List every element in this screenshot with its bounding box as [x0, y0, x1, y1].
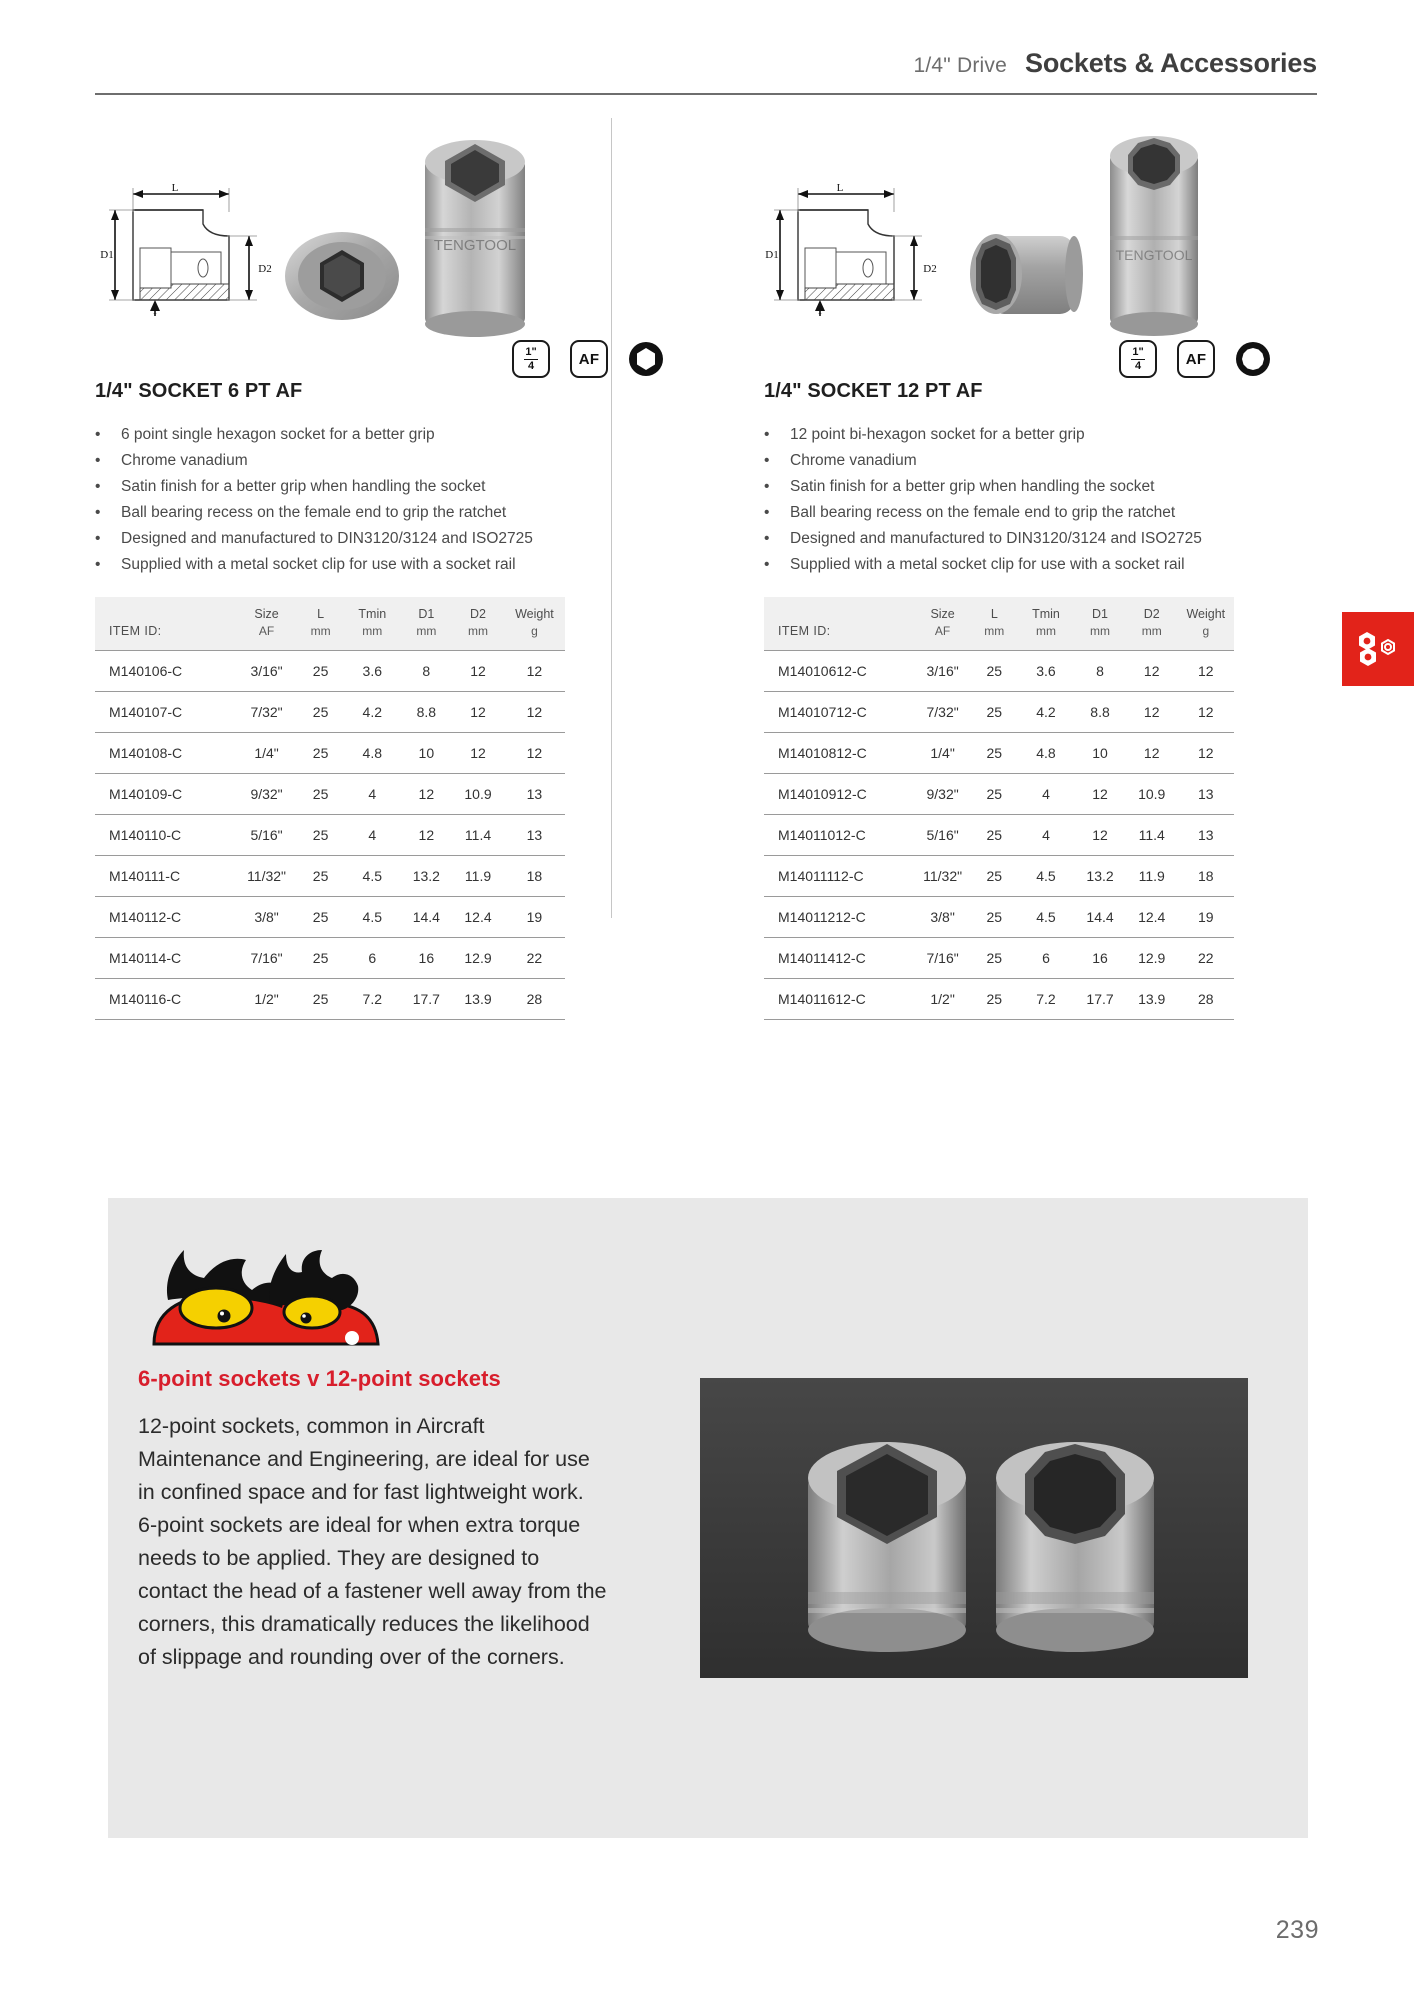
col-header-tmin-unit: mm [362, 624, 383, 638]
cell-d2: 11.4 [452, 815, 504, 856]
badge-drive-numerator: 1 [525, 345, 532, 358]
badge-drive-inch-mark: " [1138, 345, 1144, 358]
cell-l: 25 [297, 651, 344, 692]
cell-d1: 13.2 [400, 856, 452, 897]
cell-tmin: 7.2 [344, 979, 400, 1020]
table-header-row [764, 597, 1234, 651]
col-header-size-unit: AF [934, 624, 951, 638]
table-row [764, 692, 1234, 733]
bullet-dot-icon: • [764, 426, 770, 443]
cell-item-id: M140114-C [95, 938, 236, 979]
cell-size: 3/8" [236, 897, 297, 938]
page-header [95, 48, 1317, 95]
product-section-12pt [706, 118, 1317, 1007]
cell-d1: 12 [1074, 815, 1126, 856]
cell-tmin: 6 [1018, 938, 1074, 979]
bullet-dot-icon: • [764, 452, 770, 469]
cell-tmin: 4.5 [1018, 856, 1074, 897]
cell-d1: 16 [1074, 938, 1126, 979]
cell-d2: 10.9 [452, 774, 504, 815]
cell-weight: 13 [504, 774, 565, 815]
cell-l: 25 [297, 733, 344, 774]
bullet-dot-icon: • [95, 478, 101, 495]
cell-item-id: M140110-C [95, 815, 236, 856]
cell-weight: 28 [504, 979, 565, 1020]
cell-weight: 12 [1178, 692, 1234, 733]
diagram-label-D1: D1 [100, 249, 114, 261]
header-divider [95, 93, 1317, 95]
cell-tmin: 4.2 [1018, 692, 1074, 733]
cell-weight: 18 [504, 856, 565, 897]
socket-photo-12pt-angled [960, 218, 1098, 328]
col-header-tmin-name: Tmin [358, 607, 387, 621]
table-row [764, 856, 1234, 897]
cell-tmin: 4 [344, 815, 400, 856]
info-panel [108, 1198, 1308, 1838]
cell-weight: 12 [1178, 733, 1234, 774]
table-header-row [95, 597, 565, 651]
col-header-weight-name: Weight [1186, 607, 1226, 621]
col-header-item-id: ITEM ID: [778, 624, 831, 638]
col-header-size-unit: AF [258, 624, 275, 638]
col-header-tmin-unit: mm [1035, 624, 1056, 638]
cell-weight: 22 [504, 938, 565, 979]
list-item [95, 425, 680, 445]
cell-d2: 12 [1126, 651, 1178, 692]
table-row [95, 979, 565, 1020]
table-row [764, 979, 1234, 1020]
cell-weight: 12 [504, 733, 565, 774]
col-header-l [971, 597, 1018, 651]
cell-weight: 19 [504, 897, 565, 938]
col-header-weight-unit: g [1202, 624, 1210, 638]
cell-size: 1/4" [236, 733, 297, 774]
badge-drive-denominator: 4 [527, 359, 535, 372]
devil-eyes-mascot-icon [146, 1226, 384, 1356]
cell-size: 7/16" [236, 938, 297, 979]
cell-d2: 12 [1126, 692, 1178, 733]
cell-d2: 12 [452, 733, 504, 774]
cell-d2: 10.9 [1126, 774, 1178, 815]
table-row [95, 856, 565, 897]
cell-l: 25 [297, 897, 344, 938]
col-header-l-unit: mm [984, 624, 1005, 638]
cell-d2: 11.9 [1126, 856, 1178, 897]
cell-tmin: 4.5 [344, 897, 400, 938]
col-header-weight [504, 597, 565, 651]
table-row [764, 774, 1234, 815]
attribute-badges-12pt [1119, 340, 1271, 378]
col-header-tmin [344, 597, 400, 651]
cell-tmin: 3.6 [344, 651, 400, 692]
spec-table-6pt [95, 597, 565, 1020]
cell-d2: 12.4 [1126, 897, 1178, 938]
info-panel-title: 6-point sockets v 12-point sockets [138, 1366, 501, 1391]
cell-d1: 10 [1074, 733, 1126, 774]
cell-item-id: M140109-C [95, 774, 236, 815]
socket-photo-6pt-standing [413, 132, 537, 337]
col-header-l-name: L [990, 607, 998, 621]
col-header-d2-name: D2 [1143, 607, 1160, 621]
cell-d1: 14.4 [1074, 897, 1126, 938]
cell-weight: 12 [1178, 651, 1234, 692]
diagram-label-T: T [816, 305, 824, 317]
bullet-dot-icon: • [764, 478, 770, 495]
cell-item-id: M140107-C [95, 692, 236, 733]
col-header-l-name: L [317, 607, 325, 621]
cell-d2: 12.4 [452, 897, 504, 938]
bullet-dot-icon: • [95, 426, 101, 443]
cell-size: 1/2" [914, 979, 970, 1020]
af-badge [1177, 340, 1215, 378]
cell-d1: 8.8 [1074, 692, 1126, 733]
product-features-12pt [764, 425, 1317, 575]
cell-tmin: 4.5 [1018, 897, 1074, 938]
cell-d2: 12 [1126, 733, 1178, 774]
cell-d1: 10 [400, 733, 452, 774]
cell-size: 3/8" [914, 897, 970, 938]
cell-weight: 28 [1178, 979, 1234, 1020]
cell-size: 3/16" [914, 651, 970, 692]
cell-size: 7/32" [236, 692, 297, 733]
cell-d1: 12 [400, 815, 452, 856]
socket-12pt-photo-sample [996, 1442, 1154, 1652]
cell-tmin: 4.8 [1018, 733, 1074, 774]
list-item [764, 529, 1317, 549]
cell-weight: 22 [1178, 938, 1234, 979]
cell-weight: 19 [1178, 897, 1234, 938]
col-header-item-id: ITEM ID: [109, 624, 162, 638]
table-row [764, 815, 1234, 856]
col-header-tmin-name: Tmin [1032, 607, 1060, 621]
socket-photo-6pt-endview [283, 230, 401, 322]
cell-item-id: M14010612-C [764, 651, 914, 692]
cell-weight: 12 [504, 651, 565, 692]
section-edge-tab[interactable] [1342, 612, 1414, 686]
bullet-dot-icon: • [764, 556, 770, 573]
product-imagery-6pt [95, 118, 680, 372]
socket-6pt-photo-sample [808, 1442, 966, 1652]
af-badge [570, 340, 608, 378]
cell-weight: 12 [504, 692, 565, 733]
table-row [95, 938, 565, 979]
table-row [764, 897, 1234, 938]
col-header-d1-name: D1 [1092, 607, 1109, 621]
col-header-tmin [1018, 597, 1074, 651]
socket-dimension-diagram-6pt [99, 180, 284, 320]
cell-d2: 12 [452, 651, 504, 692]
cell-l: 25 [971, 979, 1018, 1020]
cell-l: 25 [297, 774, 344, 815]
cell-l: 25 [971, 897, 1018, 938]
bullet-dot-icon: • [764, 504, 770, 521]
list-item [95, 555, 680, 575]
cell-tmin: 4.5 [344, 856, 400, 897]
col-header-d2 [1126, 597, 1178, 651]
cell-d1: 17.7 [1074, 979, 1126, 1020]
col-header-d1-unit: mm [416, 624, 437, 638]
cell-item-id: M14010812-C [764, 733, 914, 774]
table-row [95, 815, 565, 856]
col-header-l [297, 597, 344, 651]
cell-item-id: M140108-C [95, 733, 236, 774]
cell-d2: 12.9 [1126, 938, 1178, 979]
feature-text: Chrome vanadium [121, 452, 248, 469]
cell-tmin: 4 [1018, 774, 1074, 815]
product-title-12pt: 1/4" SOCKET 12 PT AF [764, 380, 983, 402]
list-item [95, 529, 680, 549]
cell-l: 25 [971, 938, 1018, 979]
sockets-comparison-image [700, 1378, 1248, 1678]
hexagon-6-point-icon [628, 341, 664, 377]
cell-d1: 16 [400, 938, 452, 979]
cell-item-id: M140112-C [95, 897, 236, 938]
cell-item-id: M14011112-C [764, 856, 914, 897]
socket-dimension-diagram-12pt [764, 180, 949, 320]
cell-tmin: 7.2 [1018, 979, 1074, 1020]
drive-size-badge [512, 340, 550, 378]
col-header-weight [1178, 597, 1234, 651]
socket-photo-12pt-standing [1094, 128, 1214, 338]
cell-l: 25 [971, 733, 1018, 774]
cell-weight: 13 [504, 815, 565, 856]
cell-size: 7/16" [914, 938, 970, 979]
diagram-label-D2: D2 [258, 263, 272, 275]
cell-d1: 8 [1074, 651, 1126, 692]
cell-d1: 8.8 [400, 692, 452, 733]
cell-item-id: M14011012-C [764, 815, 914, 856]
cell-size: 9/32" [914, 774, 970, 815]
bullet-dot-icon: • [95, 530, 101, 547]
socket-brand-mark: TENGTOOL [1115, 247, 1193, 263]
badge-drive-denominator: 4 [1134, 359, 1142, 372]
col-header-d2-unit: mm [1141, 624, 1162, 638]
list-item [95, 477, 680, 497]
product-section-6pt [95, 118, 706, 1007]
table-row [95, 651, 565, 692]
cell-tmin: 4.2 [344, 692, 400, 733]
table-row [95, 733, 565, 774]
sockets-category-icon [1355, 628, 1401, 670]
af-badge-label: AF [578, 350, 600, 368]
cell-d1: 12 [1074, 774, 1126, 815]
list-item [764, 555, 1317, 575]
feature-text: 6 point single hexagon socket for a better grip [121, 426, 435, 443]
cell-d1: 14.4 [400, 897, 452, 938]
cell-tmin: 4 [1018, 815, 1074, 856]
cell-d2: 13.9 [1126, 979, 1178, 1020]
cell-item-id: M14011612-C [764, 979, 914, 1020]
cell-tmin: 4.8 [344, 733, 400, 774]
col-header-d1 [400, 597, 452, 651]
list-item [95, 451, 680, 471]
cell-d1: 17.7 [400, 979, 452, 1020]
table-row [95, 774, 565, 815]
cell-item-id: M14011212-C [764, 897, 914, 938]
feature-text: Ball bearing recess on the female end to grip the ratchet [790, 504, 1176, 521]
cell-item-id: M140106-C [95, 651, 236, 692]
list-item [764, 451, 1317, 471]
cell-d2: 12.9 [452, 938, 504, 979]
cell-d2: 11.9 [452, 856, 504, 897]
bullet-dot-icon: • [764, 530, 770, 547]
feature-text: Supplied with a metal socket clip for use with a socket rail [790, 556, 1185, 573]
cell-item-id: M14010712-C [764, 692, 914, 733]
cell-tmin: 6 [344, 938, 400, 979]
cell-l: 25 [297, 979, 344, 1020]
list-item [764, 503, 1317, 523]
spec-table-12pt [764, 597, 1234, 1020]
table-row [764, 938, 1234, 979]
info-panel-body: 12-point sockets, common in Aircraft Maintenance and Engineering, are ideal for use in confined space and for fast lightweight work. 6-point sockets are ideal for when extra torque needs to be applied. They are designed to contact the head of a fastener well away from the corners, this dramatically reduces the likelihood of slippage and rounding over of the corners. [138, 1414, 607, 1669]
page-title: Sockets & Accessories [1025, 48, 1317, 78]
cell-tmin: 3.6 [1018, 651, 1074, 692]
cell-l: 25 [971, 651, 1018, 692]
table-row [764, 651, 1234, 692]
cell-d2: 11.4 [1126, 815, 1178, 856]
af-badge-label: AF [1185, 350, 1207, 368]
diagram-label-T: T [151, 305, 159, 317]
cell-weight: 13 [1178, 774, 1234, 815]
col-header-size-name: Size [254, 607, 279, 621]
col-header-weight-unit: g [531, 624, 538, 638]
cell-d2: 13.9 [452, 979, 504, 1020]
list-item [764, 425, 1317, 445]
cell-size: 5/16" [236, 815, 297, 856]
feature-text: Satin finish for a better grip when handling the socket [790, 478, 1155, 495]
cell-size: 11/32" [914, 856, 970, 897]
cell-size: 1/2" [236, 979, 297, 1020]
drive-size-badge [1119, 340, 1157, 378]
feature-text: 12 point bi-hexagon socket for a better grip [790, 426, 1085, 443]
cell-weight: 18 [1178, 856, 1234, 897]
cell-weight: 13 [1178, 815, 1234, 856]
product-imagery-12pt [764, 118, 1317, 372]
feature-text: Satin finish for a better grip when handling the socket [121, 478, 486, 495]
cell-l: 25 [297, 938, 344, 979]
cell-l: 25 [971, 774, 1018, 815]
cell-d1: 12 [400, 774, 452, 815]
badge-drive-inch-mark: " [531, 345, 537, 358]
double-hexagon-12-point-icon [1235, 341, 1271, 377]
bullet-dot-icon: • [95, 504, 101, 521]
diagram-label-L: L [171, 182, 179, 194]
table-row [764, 733, 1234, 774]
col-header-d1 [1074, 597, 1126, 651]
badge-drive-numerator: 1 [1132, 345, 1139, 358]
feature-text: Supplied with a metal socket clip for use with a socket rail [121, 556, 516, 573]
product-columns [95, 118, 1317, 1007]
cell-d2: 12 [452, 692, 504, 733]
cell-l: 25 [971, 692, 1018, 733]
bullet-dot-icon: • [95, 556, 101, 573]
col-header-size [236, 597, 297, 651]
cell-l: 25 [971, 815, 1018, 856]
cell-item-id: M14011412-C [764, 938, 914, 979]
cell-d1: 13.2 [1074, 856, 1126, 897]
col-header-d2-name: D2 [470, 607, 486, 621]
diagram-label-L: L [836, 182, 844, 194]
col-header-size-name: Size [930, 607, 955, 621]
feature-text: Designed and manufactured to DIN3120/3124 and ISO2725 [121, 530, 533, 547]
header-drive-size: 1/4" Drive [913, 54, 1008, 77]
table-row [95, 897, 565, 938]
cell-l: 25 [971, 856, 1018, 897]
col-header-d1-name: D1 [418, 607, 435, 621]
cell-tmin: 4 [344, 774, 400, 815]
feature-text: Designed and manufactured to DIN3120/3124 and ISO2725 [790, 530, 1202, 547]
page-number: 239 [1275, 1916, 1319, 1944]
socket-brand-mark: TENGTOOL [433, 237, 517, 254]
product-title-6pt: 1/4" SOCKET 6 PT AF [95, 380, 303, 402]
col-header-l-unit: mm [310, 624, 331, 638]
cell-d1: 8 [400, 651, 452, 692]
feature-text: Chrome vanadium [790, 452, 917, 469]
cell-size: 11/32" [236, 856, 297, 897]
cell-item-id: M14010912-C [764, 774, 914, 815]
cell-size: 9/32" [236, 774, 297, 815]
cell-item-id: M140116-C [95, 979, 236, 1020]
col-header-d1-unit: mm [1090, 624, 1111, 638]
diagram-label-D2: D2 [923, 263, 937, 275]
col-header-d2-unit: mm [468, 624, 489, 638]
attribute-badges-6pt [512, 340, 664, 378]
comparison-photo [700, 1378, 1248, 1678]
list-item [95, 503, 680, 523]
cell-size: 5/16" [914, 815, 970, 856]
feature-text: Ball bearing recess on the female end to grip the ratchet [121, 504, 507, 521]
col-header-d2 [452, 597, 504, 651]
product-features-6pt [95, 425, 680, 575]
bullet-dot-icon: • [95, 452, 101, 469]
cell-l: 25 [297, 856, 344, 897]
col-header-size [914, 597, 970, 651]
table-row [95, 692, 565, 733]
cell-item-id: M140111-C [95, 856, 236, 897]
cell-size: 7/32" [914, 692, 970, 733]
cell-l: 25 [297, 815, 344, 856]
cell-size: 3/16" [236, 651, 297, 692]
cell-size: 1/4" [914, 733, 970, 774]
diagram-label-D1: D1 [765, 249, 779, 261]
list-item [764, 477, 1317, 497]
col-header-weight-name: Weight [515, 607, 554, 621]
cell-l: 25 [297, 692, 344, 733]
